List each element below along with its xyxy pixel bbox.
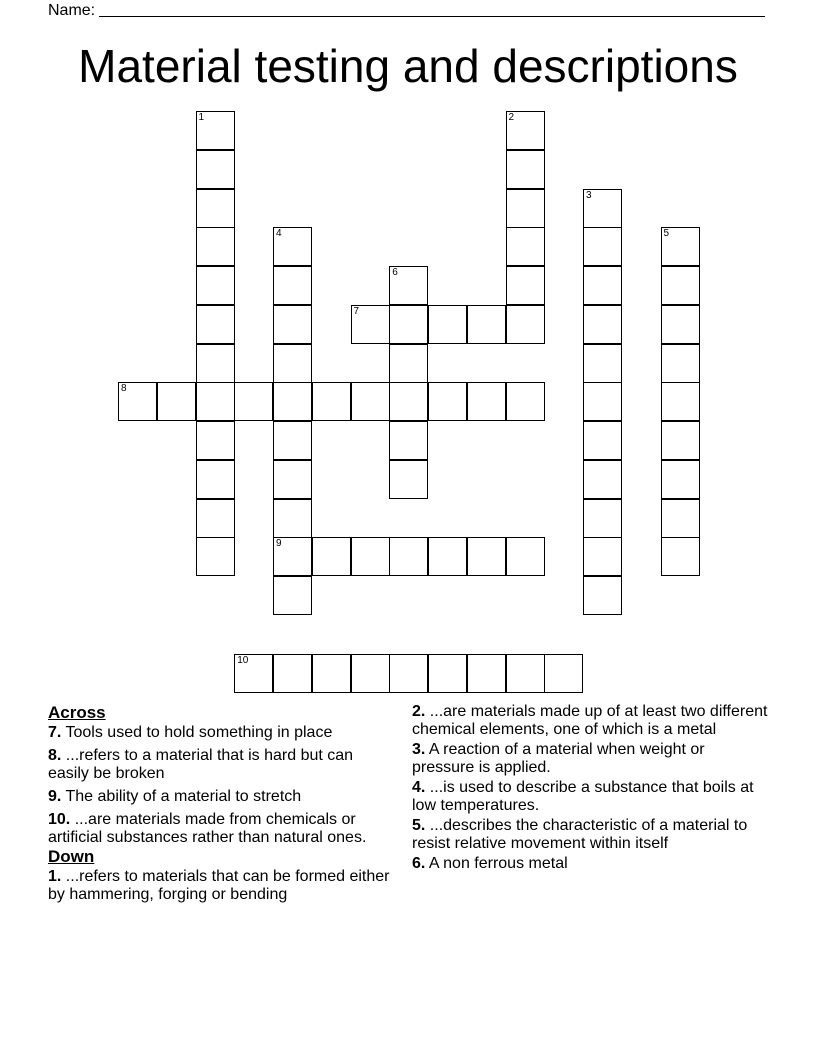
grid-cell[interactable]: [506, 189, 545, 228]
across-heading: Across: [48, 703, 106, 722]
clue-down-6: 6. A non ferrous metal: [412, 855, 568, 872]
grid-cell[interactable]: [196, 344, 235, 383]
clue-number: 8: [121, 383, 127, 395]
grid-cell[interactable]: [583, 344, 622, 383]
clue-number: 7: [353, 305, 360, 317]
clues-left-column: [48, 703, 393, 909]
name-label: Name:: [48, 2, 96, 19]
grid-cell[interactable]: [583, 537, 622, 576]
grid-cell[interactable]: [467, 654, 506, 693]
grid-cell[interactable]: [234, 654, 273, 693]
grid-cell[interactable]: [661, 305, 700, 344]
page-title: Material testing and descriptions: [78, 40, 738, 92]
clue-number: 1: [198, 112, 205, 123]
grid-cell[interactable]: [234, 382, 273, 421]
clue-across-10: 10. ...are materials made from chemicals or artificial substances rather than natural ones.: [48, 811, 367, 846]
grid-cell[interactable]: [196, 460, 235, 499]
grid-cell[interactable]: [583, 227, 622, 266]
grid-cell[interactable]: [428, 654, 467, 693]
grid-cell[interactable]: [389, 305, 428, 344]
clues-right-column: [412, 703, 768, 878]
grid-cell[interactable]: [428, 537, 467, 576]
grid-cell[interactable]: [196, 537, 235, 576]
clue-down-2: 2. ...are materials made up of at least two different chemical elements, one of which is a metal: [412, 703, 768, 738]
grid-cell[interactable]: [583, 421, 622, 460]
grid-cell[interactable]: [389, 344, 428, 383]
grid-cell[interactable]: [351, 305, 390, 344]
grid-cell[interactable]: [661, 266, 700, 305]
grid-cell[interactable]: [583, 382, 622, 421]
grid-cell[interactable]: [273, 576, 312, 615]
grid-cell[interactable]: [661, 421, 700, 460]
grid-cell[interactable]: [196, 111, 235, 150]
grid-cell[interactable]: [351, 537, 390, 576]
down-heading: Down: [48, 847, 95, 866]
grid-cell[interactable]: [196, 421, 235, 460]
grid-cell[interactable]: [273, 382, 312, 421]
grid-cell[interactable]: [544, 654, 583, 693]
grid-cell[interactable]: [351, 654, 390, 693]
grid-cell[interactable]: [583, 499, 622, 538]
grid-cell[interactable]: [389, 654, 428, 693]
grid-cell[interactable]: [273, 344, 312, 383]
clue-across-7: 7. Tools used to hold something in place: [48, 724, 333, 741]
clue-number: 3: [586, 189, 592, 201]
clue-down-4: 4. ...is used to describe a substance that boils at low temperatures.: [412, 779, 754, 814]
grid-cell[interactable]: [428, 305, 467, 344]
grid-cell[interactable]: [273, 654, 312, 693]
grid-cell[interactable]: [312, 382, 351, 421]
clue-number: 2: [508, 112, 515, 123]
clue-across-8: 8. ...refers to a material that is hard but can easily be broken: [48, 747, 354, 782]
clue-down-3: 3. A reaction of a material when weight or pressure is applied.: [412, 741, 705, 776]
clue-number: 5: [663, 228, 670, 240]
grid-cell[interactable]: [506, 227, 545, 266]
grid-cell[interactable]: [389, 266, 428, 305]
grid-cell[interactable]: [506, 150, 545, 189]
grid-cell[interactable]: [157, 382, 196, 421]
grid-cell[interactable]: [273, 537, 312, 576]
grid-cell[interactable]: [661, 460, 700, 499]
grid-cell[interactable]: [273, 305, 312, 344]
grid-cell[interactable]: [273, 460, 312, 499]
clue-number: 4: [276, 228, 282, 240]
grid-cell[interactable]: [583, 576, 622, 615]
grid-cell[interactable]: [196, 266, 235, 305]
clue-down-1: 1. ...refers to materials that can be formed either by hammering, forging or bending: [48, 868, 390, 903]
grid-cell[interactable]: [583, 189, 622, 228]
grid-cell[interactable]: [196, 189, 235, 228]
grid-cell[interactable]: [196, 382, 235, 421]
grid-cell[interactable]: [273, 266, 312, 305]
grid-cell[interactable]: [661, 344, 700, 383]
grid-cell[interactable]: [506, 305, 545, 344]
grid-cell[interactable]: [118, 382, 157, 421]
grid-cell[interactable]: [506, 266, 545, 305]
grid-cell[interactable]: [583, 460, 622, 499]
clue-number: 6: [392, 267, 398, 278]
clue-number: 10: [237, 654, 249, 666]
clue-across-9: 9. The ability of a material to stretch: [48, 788, 302, 805]
grid-cell[interactable]: [312, 654, 351, 693]
grid-cell[interactable]: [389, 460, 428, 499]
grid-cell[interactable]: [661, 227, 700, 266]
grid-cell[interactable]: [273, 421, 312, 460]
grid-cell[interactable]: [389, 537, 428, 576]
grid-cell[interactable]: [273, 227, 312, 266]
grid-cell[interactable]: [506, 111, 545, 150]
clue-number: 9: [276, 538, 282, 550]
grid-cell[interactable]: [312, 537, 351, 576]
grid-cell[interactable]: [389, 421, 428, 460]
grid-cell[interactable]: [467, 382, 506, 421]
grid-cell[interactable]: [661, 499, 700, 538]
grid-cell[interactable]: [351, 382, 390, 421]
grid-cell[interactable]: [661, 382, 700, 421]
grid-cell[interactable]: [467, 537, 506, 576]
grid-cell[interactable]: [389, 382, 428, 421]
grid-cell[interactable]: [583, 305, 622, 344]
grid-cell[interactable]: [273, 499, 312, 538]
grid-cell[interactable]: [506, 654, 545, 693]
grid-cell[interactable]: [583, 266, 622, 305]
grid-cell[interactable]: [196, 150, 235, 189]
grid-cell[interactable]: [196, 305, 235, 344]
clue-down-5: 5. ...describes the characteristic of a material to resist relative movement within itself: [412, 817, 748, 852]
grid-cell[interactable]: [196, 227, 235, 266]
grid-cell[interactable]: [661, 537, 700, 576]
grid-cell[interactable]: [506, 537, 545, 576]
grid-cell[interactable]: [428, 382, 467, 421]
grid-cell[interactable]: [506, 382, 545, 421]
grid-cell[interactable]: [467, 305, 506, 344]
grid-cell[interactable]: [196, 499, 235, 538]
